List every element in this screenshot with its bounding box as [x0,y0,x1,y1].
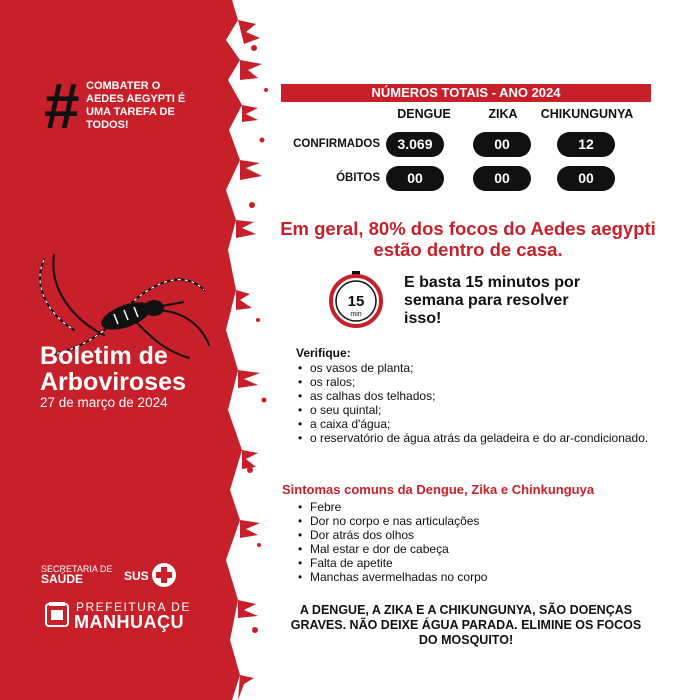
list-item: • Falta de apetite [296,556,656,570]
verifique-title: Verifique: [296,346,351,360]
bulletin-title: Boletim de Arboviroses [40,342,186,396]
list-item: • Dor no corpo e nas articulações [296,514,656,528]
confirmados-dengue-value: 3.069 [386,132,444,157]
secretaria-saude-logo [41,564,112,584]
call-to-action-message: E basta 15 minutos por semana para resolver isso! [404,274,581,327]
city-crest-icon [42,600,72,630]
list-item: • Manchas avermelhadas no corpo [296,570,656,584]
column-header-zika: ZIKA [488,107,518,121]
secretaria-label: SECRETARIA DE [41,564,113,574]
column-header-chikungunya: CHIKUNGUNYA [540,107,634,121]
sus-logo-text: SUS [124,569,149,583]
obitos-zika-value: 00 [473,166,531,191]
sintomas-list [296,500,656,584]
list-item: • Mal estar e dor de cabeça [296,542,656,556]
campaign-slogan: COMBATER O AEDES AEGYPTI É UMA TAREFA DE TODOS! [86,80,186,131]
verifique-list [296,361,656,445]
obitos-dengue-value: 00 [386,166,444,191]
row-label-confirmados: CONFIRMADOS [293,138,380,150]
headline: Em geral, 80% dos focos do Aedes aegypti estão dentro de casa. [280,218,656,260]
confirmados-zika-value: 00 [473,132,531,157]
totals-table-title: NÚMEROS TOTAIS - ANO 2024 [281,84,651,102]
footer-warning: A DENGUE, A ZIKA E A CHIKUNGUNYA, SÃO DOENÇAS GRAVES. NÃO DEIXE ÁGUA PARADA. ELIMINE OS FOCOS DO MOSQUITO! [290,603,642,647]
list-item: • Dor atrás dos olhos [296,528,656,542]
list-item: • a caixa d'água; [296,417,656,431]
list-item: • os vasos de planta; [296,361,656,375]
row-label-obitos: ÓBITOS [336,172,380,184]
list-item: • o reservatório de água atrás da geladeira e do ar-condicionado. [296,431,656,445]
column-header-dengue: DENGUE [397,107,451,121]
sus-cross-icon [151,562,177,588]
confirmados-chikungunya-value: 12 [557,132,615,157]
hashtag-symbol: # [44,70,80,142]
timer-unit: min [350,311,362,318]
list-item: • os ralos; [296,375,656,389]
bulletin-date: 27 de março de 2024 [40,395,168,410]
list-item: • Febre [296,500,656,514]
sintomas-title: Sintomas comuns da Dengue, Zika e Chinkunguya [282,482,595,497]
list-item: • o seu quintal; [296,403,656,417]
saude-label: SAÚDE [41,572,84,586]
city-name: MANHUAÇU [74,612,184,632]
timer-number: 15 [347,293,365,310]
obitos-chikungunya-value: 00 [557,166,615,191]
list-item: • as calhas dos telhados; [296,389,656,403]
prefeitura-label: PREFEITURA DE [76,600,191,614]
stopwatch-icon [327,270,385,328]
